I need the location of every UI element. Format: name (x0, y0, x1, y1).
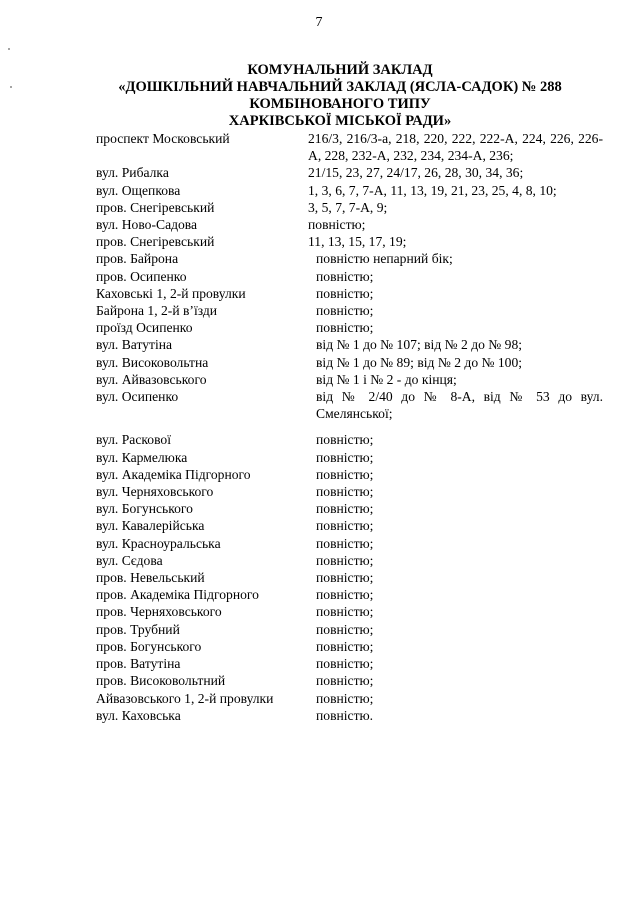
address-row (96, 621, 616, 638)
house-numbers: повністю; (316, 552, 374, 568)
house-numbers: від № 2/40 до № 8-А, від № 53 до вул. Смелянської; (316, 389, 603, 422)
street-name: вул. Богунського (96, 501, 193, 517)
address-row (96, 371, 616, 388)
street-name: проїзд Осипенко (96, 320, 193, 336)
house-numbers: повністю; (316, 303, 374, 319)
street-name: вул. Сєдова (96, 552, 163, 568)
address-row (96, 449, 616, 466)
address-row (96, 268, 616, 285)
street-name: пров. Високовольтний (96, 673, 226, 689)
house-numbers: повністю; (316, 268, 374, 284)
street-name: пров. Снегірeвський (96, 234, 215, 250)
house-numbers: від № 1 і № 2 - до кінця; (316, 371, 457, 387)
scan-speck (10, 86, 12, 88)
house-numbers: повністю; (316, 285, 374, 301)
address-row (96, 586, 616, 603)
scan-speck (8, 48, 10, 50)
street-name: Айвазовського 1, 2-й провулки (96, 690, 274, 706)
street-name: вул. Ново-Садова (96, 217, 198, 233)
address-row (96, 319, 616, 336)
page-number: 7 (315, 15, 323, 30)
house-numbers: повністю. (316, 707, 374, 723)
house-numbers: від № 1 до № 89; від № 2 до № 100; (316, 354, 523, 370)
house-numbers: повністю; (316, 518, 374, 534)
address-row (96, 672, 616, 689)
title-line: КОМУНАЛЬНИЙ ЗАКЛАД (247, 62, 433, 78)
house-numbers: повністю; (316, 621, 374, 637)
street-name: вул. Каховська (96, 707, 181, 723)
house-numbers: повністю; (316, 535, 374, 551)
street-name: вул. Айвазовського (96, 371, 207, 387)
address-row (96, 466, 616, 483)
house-numbers: повністю; (316, 449, 374, 465)
address-list (96, 130, 616, 724)
address-row (96, 707, 616, 724)
street-name: проспект Московський (96, 131, 230, 146)
title-line: ХАРКІВСЬКОЇ МІСЬКОЇ РАДИ» (228, 113, 452, 129)
house-numbers: повністю; (316, 501, 374, 517)
address-row (96, 483, 616, 500)
address-row (96, 500, 616, 517)
house-numbers: повністю; (316, 690, 374, 706)
street-name: вул. Раскової (96, 432, 171, 448)
street-name: пров. Невельський (96, 570, 205, 586)
house-numbers: повністю; (316, 320, 374, 336)
house-numbers: 11, 13, 15, 17, 19; (308, 234, 407, 250)
house-numbers: 21/15, 23, 27, 24/17, 26, 28, 30, 34, 36; (308, 165, 524, 181)
address-row (96, 431, 616, 448)
street-name: вул. Рибалка (96, 165, 169, 181)
street-name: пров. Академіка Підгорного (96, 587, 259, 603)
address-row (96, 285, 616, 302)
address-row (96, 130, 616, 164)
house-numbers: повністю; (316, 466, 374, 482)
house-numbers: повністю; (316, 587, 374, 603)
street-name: вул. Черняховського (96, 484, 214, 500)
address-row (96, 302, 616, 319)
title-line: «ДОШКІЛЬНИЙ НАВЧАЛЬНИЙ ЗАКЛАД (ЯСЛА-САДОК) № 288 (118, 79, 562, 95)
house-numbers: повністю; (316, 484, 374, 500)
street-name: вул. Красноуральська (96, 535, 221, 551)
street-name: Байрона 1, 2-й в’їзди (96, 303, 218, 319)
street-name: вул. Ощепкова (96, 182, 181, 198)
address-row (96, 388, 616, 422)
address-row (96, 535, 616, 552)
street-name: вул. Високовольтна (96, 354, 209, 370)
address-row (96, 182, 616, 199)
house-numbers: повністю непарний бік; (316, 251, 453, 267)
house-numbers: 3, 5, 7, 7-А, 9; (308, 199, 388, 215)
street-name: пров. Снегірeвський (96, 199, 215, 215)
street-name: вул. Ватутіна (96, 337, 173, 353)
street-name: пров. Трубний (96, 621, 180, 637)
street-name: вул. Осипенко (96, 389, 179, 405)
address-row (96, 603, 616, 620)
document-title (80, 62, 600, 130)
street-name: пров. Черняховського (96, 604, 222, 620)
street-name: Каховські 1, 2-й провулки (96, 285, 246, 301)
street-name: пров. Байрона (96, 251, 179, 267)
address-row (96, 638, 616, 655)
street-name: вул. Кавалерійська (96, 518, 205, 534)
address-row (96, 164, 616, 181)
house-numbers: від № 1 до № 107; від № 2 до № 98; (316, 337, 523, 353)
address-row (96, 655, 616, 672)
address-row (96, 233, 616, 250)
address-row (96, 569, 616, 586)
street-name: пров. Богунського (96, 638, 202, 654)
street-name: вул. Кармелюка (96, 449, 188, 465)
address-row (96, 216, 616, 233)
address-row (96, 552, 616, 569)
address-row (96, 517, 616, 534)
house-numbers: 216/3, 216/3-а, 218, 220, 222, 222-А, 224, 226, 226-А, 228, 232-А, 232, 234, 234-А, 236; (308, 131, 603, 164)
house-numbers: повністю; (316, 570, 374, 586)
house-numbers: повністю; (308, 217, 366, 233)
address-row (96, 354, 616, 371)
street-name: пров. Ватутіна (96, 656, 181, 672)
house-numbers: повністю; (316, 656, 374, 672)
title-line: КОМБІНОВАНОГО ТИПУ (249, 96, 431, 112)
street-name: пров. Осипенко (96, 268, 187, 284)
address-row (96, 336, 616, 353)
house-numbers: 1, 3, 6, 7, 7-А, 11, 13, 19, 21, 23, 25, 4, 8, 10; (308, 182, 557, 198)
house-numbers: повністю; (316, 604, 374, 620)
house-numbers: повністю; (316, 638, 374, 654)
house-numbers: повністю; (316, 432, 374, 448)
street-name: вул. Академіка Підгорного (96, 466, 251, 482)
address-row (96, 250, 616, 267)
address-row (96, 690, 616, 707)
house-numbers: повністю; (316, 673, 374, 689)
address-row (96, 199, 616, 216)
